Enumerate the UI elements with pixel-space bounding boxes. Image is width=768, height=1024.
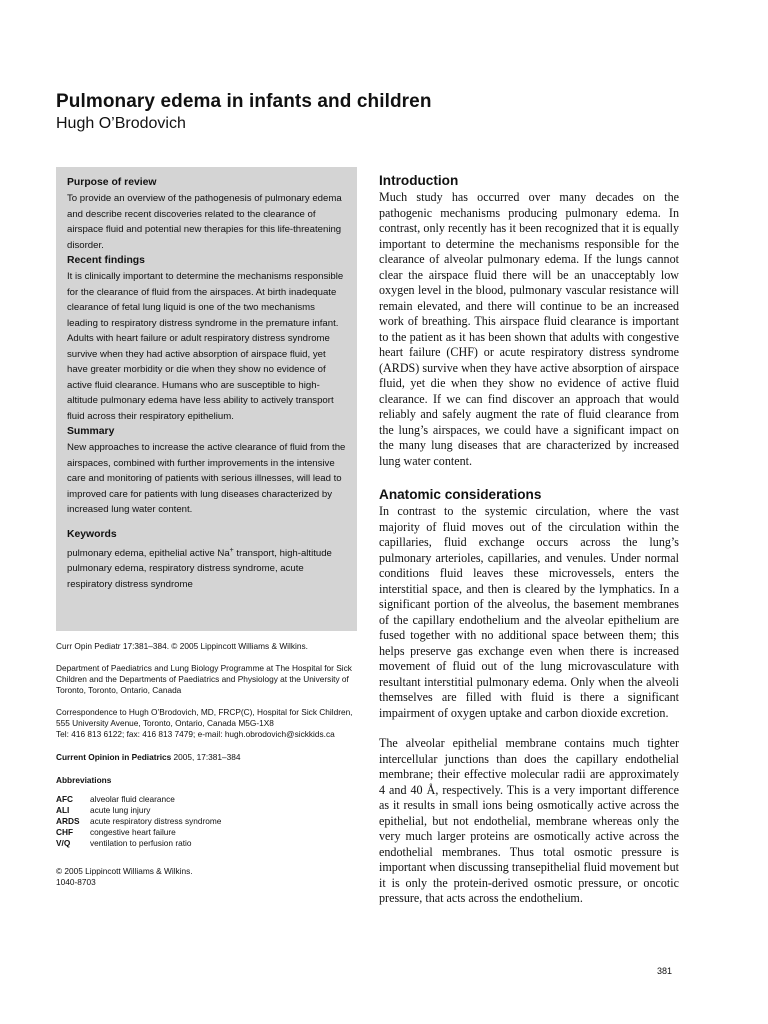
affiliation: Department of Paediatrics and Lung Biology Programme at The Hospital for Sick Children and the Departments of Paediatrics and Physiology at the University of Toronto, Toronto, Ontario, Canada bbox=[56, 663, 352, 695]
abbreviation-term: AFC bbox=[56, 794, 74, 804]
main-text-column bbox=[379, 172, 679, 907]
findings-text: It is clinically important to determine the mechanisms responsible for the clearance of fluid from the airspaces. At birth inadequate clearance of fetal lung liquid is one of the two mechanisms leading to respiratory distress syndrome in the premature infant. Adults with heart failure or adult respiratory distress syndrome survive when they had active absorption of airspace fluid, yet have greater morbidity or die when they show no evidence of active fluid clearance. Humans who are susceptible to high-altitude pulmonary edema have less ability to actively transport fluid across their respiratory epithelium. bbox=[67, 271, 344, 422]
summary-text: New approaches to increase the active clearance of fluid from the airspaces, combined with further improvements in the intensive care and monitoring of patients with serious illnesses, will lead to improved care for patients with lung diseases characterized by increased lung water content. bbox=[67, 442, 346, 515]
introduction-heading: Introduction bbox=[379, 173, 459, 188]
purpose-heading: Purpose of review bbox=[67, 177, 157, 188]
abbreviation-row bbox=[56, 794, 366, 805]
page-number: 381 bbox=[657, 966, 673, 976]
abbreviation-meaning: acute respiratory distress syndrome bbox=[90, 816, 222, 826]
journal-issue: 2005, 17:381–384 bbox=[171, 752, 241, 762]
abbreviations-list bbox=[56, 794, 366, 849]
abbreviation-meaning: alveolar fluid clearance bbox=[90, 794, 175, 804]
findings-heading: Recent findings bbox=[67, 255, 145, 266]
anatomic-paragraph: In contrast to the systemic circulation, where the vast majority of fluid moves out of the circulation within the capillaries, fluid exchange occurs across the lung’s pulmonary arterioles, capillaries, and venules. Under normal conditions fluid leaves these microvessels, enters the interstitial space, and then is cleared by the lymphatics. In a significant portion of the alveolus, the basement membranes of the capillary endothelium and the alveolar epithelium are fused together with no additional space between them; this helps preserve gas exchange even when there is increased movement of fluid out of the lung microvasculature with resultant interstitial pulmonary edema. Only when the alveoli themselves are filled with fluid is there a significant impairment of oxygen uptake and carbon dioxide excretion. bbox=[379, 504, 679, 720]
correspondence: Correspondence to Hugh O’Brodovich, MD, FRCP(C), Hospital for Sick Children, 555 University Avenue, Toronto, Ontario, Canada M5G-1X8 bbox=[56, 707, 353, 728]
abbreviation-row bbox=[56, 827, 366, 838]
author-name: Hugh O’Brodovich bbox=[56, 115, 186, 132]
anatomic-heading: Anatomic considerations bbox=[379, 487, 542, 502]
abbreviation-row bbox=[56, 816, 366, 827]
copyright-line: © 2005 Lippincott Williams & Wilkins. bbox=[56, 866, 193, 876]
keywords-heading: Keywords bbox=[67, 528, 117, 540]
issn: 1040-8703 bbox=[56, 877, 96, 887]
citation-line: Curr Opin Pediatr 17:381–384. © 2005 Lippincott Williams & Wilkins. bbox=[56, 641, 308, 651]
introduction-paragraph: Much study has occurred over many decades on the pathogenic mechanisms producing pulmonary edema. In contrast, only recently has it been recognized that it is equally important to determine the mechanisms responsible for the clearance of alveolar pulmonary edema. If the lungs cannot clear the airspace fluid there will be an unacceptably low oxygen level in the blood, pulmonary vascular resistance will remain elevated, and there will continue to be an increased work of breathing. This airspace fluid clearance is important to the patient as it has been shown that adults with congestive heart failure (CHF) or acute respiratory distress syndrome (ARDS) survive when they have active absorption of airspace fluid, yet die when they show no evidence of active fluid clearance. If we can find discover an approach that would reliably and safely augment the rate of fluid clearance from the lung’s airspaces, we could have a significant impact on the many lung diseases that are characterized by increased lung water content. bbox=[379, 190, 679, 468]
abbreviation-meaning: congestive heart failure bbox=[90, 827, 176, 837]
membrane-paragraph: The alveolar epithelial membrane contains much tighter intercellular junctions than does the capillary endothelial membrane; their effective molecular radii are approximately 4 and 40 Å, respectively. This is a very important difference as it results in small ions being osmotically active across the epithelial, but not endothelial, membrane whereas only the very much larger proteins are osmotically active across the endothelial membranes. Thus total osmotic pressure is important when discussing transepithelial fluid movement but it is only the protein-derived osmotic pressure, or oncotic pressure, that acts across the endothelium. bbox=[379, 736, 679, 905]
keywords-text bbox=[67, 543, 347, 593]
article-metadata bbox=[56, 641, 366, 888]
summary-heading: Summary bbox=[67, 426, 115, 437]
article-title: Pulmonary edema in infants and children bbox=[56, 91, 432, 112]
keywords-part-1: pulmonary edema, epithelial active Na bbox=[67, 547, 230, 559]
contact-info: Tel: 416 813 6122; fax: 416 813 7479; e-mail: hugh.obrodovich@sickkids.ca bbox=[56, 729, 335, 739]
abbreviation-term: ALI bbox=[56, 805, 70, 815]
abstract-box bbox=[56, 167, 357, 631]
journal-name: Current Opinion in Pediatrics bbox=[56, 752, 172, 762]
abbreviation-meaning: ventilation to perfusion ratio bbox=[90, 838, 192, 848]
abbreviations-heading: Abbreviations bbox=[56, 775, 112, 785]
abbreviation-meaning: acute lung injury bbox=[90, 805, 151, 815]
abbreviation-term: V/Q bbox=[56, 838, 71, 848]
journal-citation bbox=[56, 752, 366, 763]
abbreviation-term: ARDS bbox=[56, 816, 80, 826]
keywords-part-2: transport, high-altitude pulmonary edema, respiratory distress syndrome, acute respiratory distress syndrome bbox=[67, 547, 332, 590]
abbreviation-term: CHF bbox=[56, 827, 74, 837]
purpose-text: To provide an overview of the pathogenesis of pulmonary edema and describe recent discoveries related to the clearance of airspace fluid and potential new therapies for this life-threatening disorder. bbox=[67, 193, 342, 251]
abbreviation-row bbox=[56, 805, 366, 816]
keywords-superscript: + bbox=[229, 546, 234, 554]
abbreviation-row bbox=[56, 838, 366, 849]
